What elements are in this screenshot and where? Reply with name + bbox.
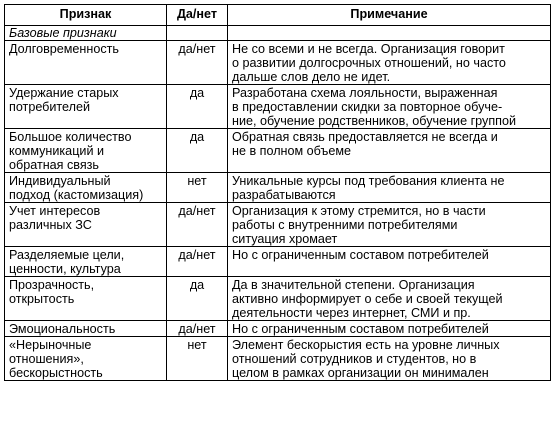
note-text: Элемент бескорыстия есть на уровне личных xyxy=(232,338,500,352)
table-row xyxy=(5,41,551,85)
note-text: Организация к этому стремится, но в части xyxy=(232,204,486,218)
feature-cell xyxy=(5,85,167,129)
note-text: в предоставлении скидки за повторное обуче- xyxy=(232,100,503,114)
table-row xyxy=(5,321,551,337)
yes-no-cell: да xyxy=(167,277,228,321)
note-text: Уникальные курсы под требования клиента не xyxy=(232,174,505,188)
feature-text: различных ЗС xyxy=(9,218,92,232)
yes-no-cell: да xyxy=(167,129,228,173)
yes-no-cell: да xyxy=(167,85,228,129)
note-text: Обратная связь предоставляется не всегда и xyxy=(232,130,498,144)
feature-text: Индивидуальный xyxy=(9,174,111,188)
note-cell xyxy=(228,85,551,129)
feature-text: Учет интересов xyxy=(9,204,101,218)
section-title: Базовые признаки xyxy=(5,26,167,41)
note-text: работы с внутренними потребителями xyxy=(232,218,458,232)
note-text: целом в рамках организации он минимален xyxy=(232,366,489,380)
section-empty-cell xyxy=(167,26,228,41)
table-row xyxy=(5,337,551,381)
feature-cell xyxy=(5,41,167,85)
note-text: ние, обучение родственников, обучение группой xyxy=(232,114,516,128)
note-cell xyxy=(228,173,551,203)
note-text: Да в значительной степени. Организация xyxy=(232,278,475,292)
note-cell xyxy=(228,129,551,173)
note-text: о развитии долгосрочных отношений, но часто xyxy=(232,56,506,70)
yes-no-cell: нет xyxy=(167,337,228,381)
feature-cell xyxy=(5,321,167,337)
feature-text: Разделяемые цели, xyxy=(9,248,125,262)
yes-no-cell: да/нет xyxy=(167,247,228,277)
feature-text: подход (кастомизация) xyxy=(9,188,144,202)
yes-no-cell: нет xyxy=(167,173,228,203)
header-note: Примечание xyxy=(228,5,551,26)
header-feature: Признак xyxy=(5,5,167,26)
feature-text: бескорыстность xyxy=(9,366,103,380)
table-row xyxy=(5,129,551,173)
feature-text: Удержание старых xyxy=(9,86,119,100)
yes-no-cell: да/нет xyxy=(167,203,228,247)
note-cell xyxy=(228,277,551,321)
note-cell xyxy=(228,203,551,247)
feature-text: открытость xyxy=(9,292,75,306)
note-text: Не со всеми и не всегда. Организация говорит xyxy=(232,42,505,56)
feature-text: Долговременность xyxy=(9,42,119,56)
note-cell xyxy=(228,247,551,277)
table-header-row xyxy=(5,5,551,26)
note-text: дальше слов дело не идет. xyxy=(232,70,391,84)
note-text: Разработана схема лояльности, выраженная xyxy=(232,86,498,100)
table-body xyxy=(5,26,551,381)
yes-no-cell: да/нет xyxy=(167,321,228,337)
feature-text: коммуникаций и xyxy=(9,144,105,158)
table-row xyxy=(5,277,551,321)
table-row xyxy=(5,173,551,203)
note-cell xyxy=(228,321,551,337)
feature-text: отношения», xyxy=(9,352,84,366)
note-cell xyxy=(228,41,551,85)
note-text: не в полном объеме xyxy=(232,144,351,158)
note-text: Но с ограниченным составом потребителей xyxy=(232,248,489,262)
feature-cell xyxy=(5,337,167,381)
yes-no-cell: да/нет xyxy=(167,41,228,85)
note-text: ситуация хромает xyxy=(232,232,338,246)
feature-cell xyxy=(5,173,167,203)
note-text: отношений сотрудников и студентов, но в xyxy=(232,352,477,366)
table-row xyxy=(5,203,551,247)
feature-cell xyxy=(5,247,167,277)
feature-text: Прозрачность, xyxy=(9,278,95,292)
features-table xyxy=(4,4,551,381)
feature-text: ценности, культура xyxy=(9,262,121,276)
section-row xyxy=(5,26,551,41)
feature-cell xyxy=(5,277,167,321)
note-text: Но с ограниченным составом потребителей xyxy=(232,322,489,336)
feature-text: «Нерыночные xyxy=(9,338,92,352)
note-text: разрабатываются xyxy=(232,188,336,202)
feature-text: Эмоциональность xyxy=(9,322,116,336)
header-yes-no: Да/нет xyxy=(167,5,228,26)
feature-cell xyxy=(5,129,167,173)
section-empty-cell xyxy=(228,26,551,41)
table-row xyxy=(5,85,551,129)
feature-text: обратная связь xyxy=(9,158,99,172)
note-text: деятельности через интернет, СМИ и пр. xyxy=(232,306,471,320)
feature-text: потребителей xyxy=(9,100,91,114)
note-cell xyxy=(228,337,551,381)
table-row xyxy=(5,247,551,277)
feature-text: Большое количество xyxy=(9,130,132,144)
feature-cell xyxy=(5,203,167,247)
note-text: активно информирует о себе и своей текущей xyxy=(232,292,503,306)
